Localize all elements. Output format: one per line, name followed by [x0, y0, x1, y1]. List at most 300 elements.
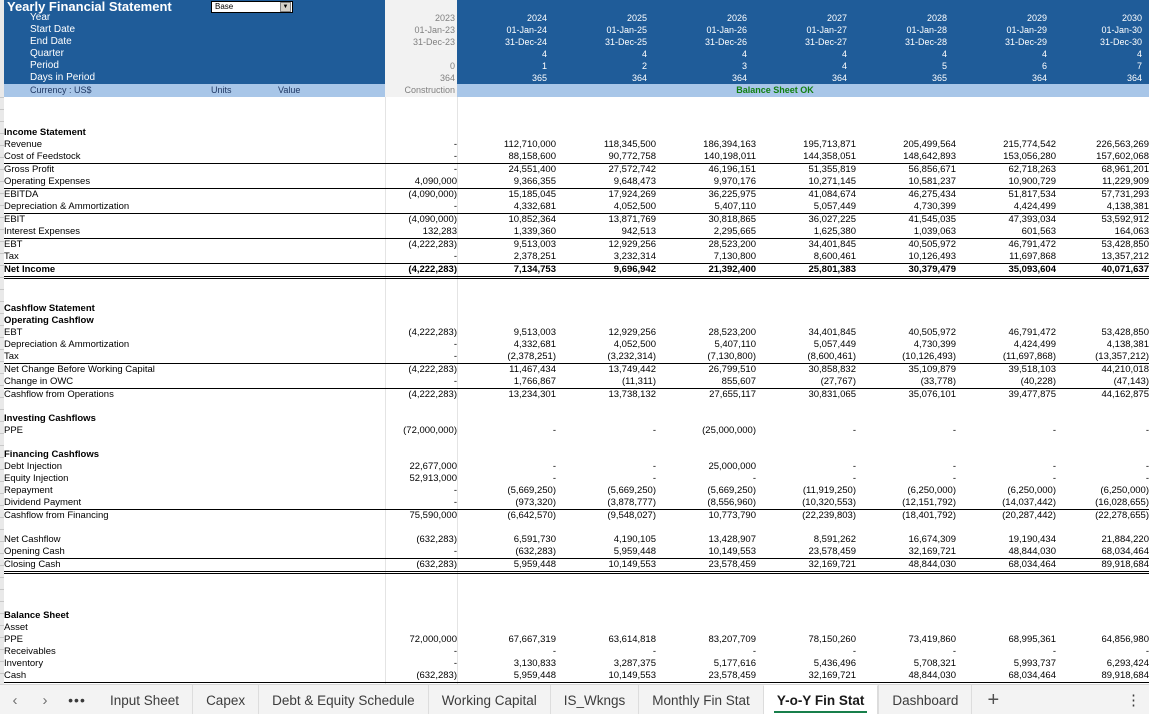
sheet-tab-is-wkngs[interactable]: IS_Wkngs: [550, 685, 639, 714]
section-title-row: [4, 127, 1149, 139]
col-period-2028: 5: [941, 61, 947, 71]
value-label: Value: [278, 85, 301, 95]
table-row[interactable]: [4, 139, 1149, 151]
header-label-year: Year: [30, 12, 51, 23]
sheet-tab-working-capital[interactable]: Working Capital: [428, 685, 550, 714]
col-year-2030: 2030: [1121, 13, 1142, 23]
col-end-2028: 31-Dec-28: [904, 37, 947, 47]
cell-value: 13,749,442: [608, 364, 656, 375]
col-end-2026: 31-Dec-26: [704, 37, 747, 47]
header-label-quarter: Quarter: [30, 48, 64, 59]
table-row[interactable]: [4, 339, 1149, 351]
cell-value: (20,287,442): [1002, 510, 1056, 521]
cell-value: (6,250,000): [1100, 485, 1149, 496]
cell-value: (14,037,442): [956, 497, 1056, 510]
cell-value: (8,600,461): [756, 351, 856, 364]
cell-value: -: [652, 461, 656, 472]
cell-value: 32,169,721: [756, 559, 856, 573]
cell-value: 164,063: [1056, 226, 1149, 239]
cell-value: 21,884,220: [1101, 534, 1149, 545]
col-days-2029: 364: [1031, 73, 1047, 83]
cell-value: 53,592,912: [1101, 214, 1149, 225]
spacer-row: [4, 401, 1149, 413]
table-row[interactable]: [4, 534, 1149, 546]
cell-value: -: [453, 658, 457, 669]
cell-value: 5,407,110: [656, 201, 756, 214]
cell-value: (18,401,792): [902, 510, 956, 521]
cell-value: (11,311): [556, 376, 656, 389]
cell-value: 855,607: [656, 376, 756, 389]
cell-value: 11,467,434: [509, 364, 556, 375]
cell-value: (5,669,250): [707, 485, 756, 496]
col-quarter-2026: 4: [741, 49, 747, 59]
cell-value: 5,993,737: [1013, 658, 1056, 669]
cell-value: 13,428,907: [708, 534, 756, 545]
cell-value: 13,234,301: [508, 389, 556, 400]
sheet-tab-capex[interactable]: Capex: [192, 685, 258, 714]
cell-value: 140,198,011: [656, 151, 756, 164]
construction-end-date: 31-Dec-23: [412, 37, 455, 47]
cell-value: 53,428,850: [1101, 239, 1149, 250]
header-label-start-date: Start Date: [30, 24, 76, 35]
spacer-row: [4, 598, 1149, 610]
cell-value: 32,169,721: [756, 670, 856, 683]
cell-value: -: [1052, 473, 1056, 484]
cell-value: 48,844,030: [856, 670, 956, 683]
cell-value: 17,924,269: [608, 189, 656, 200]
cell-value: -: [952, 473, 956, 484]
cell-value: 12,929,256: [608, 239, 656, 250]
cell-value: 10,581,237: [856, 176, 956, 189]
cell-value: 53,428,850: [1101, 327, 1149, 338]
spacer-row: [4, 522, 1149, 534]
cell-value: 13,357,212: [1056, 251, 1149, 264]
row-label: EBITDA: [4, 189, 39, 200]
row-label: Dividend Payment: [4, 497, 385, 510]
chevron-down-icon[interactable]: ▼: [280, 2, 291, 12]
row-label: Net Change Before Working Capital: [4, 364, 155, 375]
col-quarter-2029: 4: [1041, 49, 1047, 59]
construction-label: Construction: [385, 84, 457, 97]
table-row[interactable]: [4, 461, 1149, 473]
table-row[interactable]: [4, 646, 1149, 658]
cell-value: 186,394,163: [703, 139, 756, 150]
cell-value: 4,332,681: [457, 201, 556, 214]
col-end-2027: 31-Dec-27: [804, 37, 847, 47]
spacer-row: [4, 437, 1149, 449]
scenario-dropdown-value: Base: [215, 2, 234, 11]
row-label: PPE: [4, 425, 24, 436]
cell-value: 28,523,200: [708, 327, 756, 338]
cell-value: 3,232,314: [556, 251, 656, 264]
col-quarter-2024: 4: [541, 49, 547, 59]
cell-value: 89,918,684: [1056, 670, 1149, 683]
cell-value: -: [453, 339, 457, 350]
cell-value: -: [852, 646, 856, 657]
cell-value: 10,126,493: [856, 251, 956, 264]
cell-value: -: [385, 201, 457, 214]
col-year-2028: 2028: [926, 13, 947, 23]
cell-value: -: [1052, 646, 1056, 657]
table-row[interactable]: [4, 164, 1149, 177]
cell-value: 215,774,542: [1003, 139, 1056, 150]
cell-value: 12,929,256: [608, 327, 656, 338]
cell-value: 24,551,400: [508, 164, 556, 175]
cell-value: 5,407,110: [714, 339, 756, 350]
section-title-row: [4, 610, 1149, 622]
cell-value: 2,378,251: [457, 251, 556, 264]
cell-value: 5,959,448: [556, 546, 656, 559]
table-row[interactable]: [4, 376, 1149, 389]
cell-value: (4,222,283): [408, 239, 457, 250]
cell-value: (4,222,283): [408, 389, 457, 400]
cell-value: -: [952, 461, 956, 472]
cell-value: 10,149,553: [556, 670, 656, 683]
spacer-row: [4, 278, 1149, 292]
row-label: Receivables: [4, 646, 56, 657]
cell-value: (11,919,250): [802, 485, 856, 496]
prev-sheet-arrow-icon[interactable]: ‹: [12, 691, 18, 709]
cell-value: 16,674,309: [908, 534, 956, 545]
units-label: Units: [211, 85, 232, 95]
cell-value: 63,614,818: [608, 634, 656, 645]
cell-value: -: [652, 473, 656, 484]
all-sheets-icon[interactable]: •••: [68, 692, 86, 708]
table-row[interactable]: [4, 239, 1149, 252]
cell-value: 56,856,671: [908, 164, 956, 175]
more-options-icon[interactable]: ⋮: [1126, 692, 1141, 709]
cell-value: (11,697,868): [956, 351, 1056, 364]
cell-value: 30,858,832: [808, 364, 856, 375]
next-sheet-arrow-icon[interactable]: ›: [42, 691, 48, 709]
cell-value: (10,126,493): [856, 351, 956, 364]
cell-value: 39,477,875: [1008, 389, 1056, 400]
table-row[interactable]: [4, 251, 1149, 264]
cell-value: (72,000,000): [403, 425, 457, 436]
cell-value: 30,818,865: [708, 214, 756, 225]
header-label-end-date: End Date: [30, 36, 72, 47]
cell-value: -: [852, 461, 856, 472]
cell-value: -: [752, 646, 756, 657]
cell-value: -: [552, 461, 556, 472]
financing-cashflow-title: Financing Cashflows: [4, 449, 100, 460]
cell-value: 2,295,665: [656, 226, 756, 239]
col-year-2026: 2026: [726, 13, 747, 23]
cell-value: 46,791,472: [1008, 327, 1056, 338]
subsection-title-row: [4, 315, 1149, 327]
cell-value: 57,731,293: [1101, 189, 1149, 200]
cell-value: 112,710,000: [503, 139, 556, 150]
cell-value: 62,718,263: [1008, 164, 1056, 175]
sheet-tab-dashboard[interactable]: Dashboard: [878, 685, 971, 714]
row-label: Equity Injection: [4, 473, 69, 484]
cell-value: 132,283: [385, 226, 457, 239]
construction-period: 0: [449, 61, 455, 71]
cell-value: 36,225,975: [708, 189, 756, 200]
row-label: Operating Expenses: [4, 176, 385, 189]
cell-value: (632,283): [457, 546, 556, 559]
spacer-row: [4, 573, 1149, 587]
cell-value: (2,378,251): [457, 351, 556, 364]
cell-value: (47,143): [1056, 376, 1149, 389]
cell-value: 64,856,980: [1101, 634, 1149, 645]
col-start-2030: 01-Jan-30: [1101, 25, 1142, 35]
col-start-2027: 01-Jan-27: [806, 25, 847, 35]
cell-value: 4,190,105: [613, 534, 656, 545]
cell-value: 1,339,360: [457, 226, 556, 239]
header-label-days: Days in Period: [30, 72, 96, 83]
row-label: Debt Injection: [4, 461, 63, 472]
cell-value: -: [453, 139, 457, 150]
cell-value: -: [385, 546, 457, 559]
cell-value: (6,250,000): [907, 485, 956, 496]
table-row[interactable]: [4, 327, 1149, 339]
col-period-2030: 7: [1136, 61, 1142, 71]
cell-value: (7,130,800): [656, 351, 756, 364]
table-row[interactable]: [4, 546, 1149, 559]
cell-value: (9,548,027): [607, 510, 656, 521]
col-days-2027: 364: [831, 73, 847, 83]
cell-value: -: [852, 473, 856, 484]
cell-value: 144,358,051: [756, 151, 856, 164]
spacer-row: [4, 291, 1149, 303]
row-label: Repayment: [4, 485, 53, 496]
cell-value: 601,563: [956, 226, 1056, 239]
header-label-period: Period: [30, 60, 59, 71]
row-label: Gross Profit: [4, 164, 55, 175]
row-label: Cost of Feedstock: [4, 151, 385, 164]
cell-value: 48,844,030: [956, 546, 1056, 559]
cell-value: -: [552, 646, 556, 657]
col-year-2027: 2027: [826, 13, 847, 23]
currency-strip: [0, 84, 1149, 97]
cell-value: 4,138,381: [1106, 339, 1149, 350]
cell-value: 46,196,151: [708, 164, 756, 175]
col-period-2027: 4: [841, 61, 847, 71]
cell-value: (8,556,960): [656, 497, 756, 510]
table-row[interactable]: [4, 497, 1149, 510]
cell-value: -: [453, 485, 457, 496]
cell-value: 68,034,464: [1056, 546, 1149, 559]
cell-value: 5,057,449: [813, 339, 856, 350]
cell-value: (973,320): [457, 497, 556, 510]
cell-value: -: [453, 646, 457, 657]
col-days-2030: 364: [1126, 73, 1142, 83]
spacer-row: [4, 586, 1149, 598]
financial-table: [4, 97, 1149, 695]
cell-value: 30,831,065: [808, 389, 856, 400]
cell-value: -: [1145, 646, 1149, 657]
cell-value: -: [385, 376, 457, 389]
cell-value: 6,293,424: [1106, 658, 1149, 669]
cell-value: 5,057,449: [756, 201, 856, 214]
cell-value: 52,913,000: [409, 473, 457, 484]
cell-value: 27,572,742: [608, 164, 656, 175]
sheet-tab-input-sheet[interactable]: Input Sheet: [94, 685, 192, 714]
cell-value: 10,271,145: [756, 176, 856, 189]
cell-value: 35,109,879: [908, 364, 956, 375]
cell-value: 23,578,459: [656, 559, 756, 573]
sheet-tab-yoy-fin-stat[interactable]: Y-o-Y Fin Stat: [763, 685, 879, 714]
cell-value: 5,177,616: [713, 658, 756, 669]
cell-value: 942,513: [556, 226, 656, 239]
investing-cashflow-title: Investing Cashflows: [4, 413, 96, 424]
cell-value: 4,424,499: [1013, 339, 1056, 350]
cell-value: 4,052,500: [613, 339, 656, 350]
row-label: Cash: [4, 670, 385, 683]
table-row[interactable]: [4, 189, 1149, 202]
cell-value: 35,076,101: [908, 389, 956, 400]
cell-value: -: [385, 151, 457, 164]
table-row-total[interactable]: [4, 264, 1149, 278]
cell-value: -: [952, 646, 956, 657]
subsection-title-row: [4, 413, 1149, 425]
table-row[interactable]: [4, 201, 1149, 214]
cell-value: 67,667,319: [508, 634, 556, 645]
cell-value: -: [1145, 473, 1149, 484]
cell-value: 9,513,003: [513, 239, 556, 250]
cell-value: 11,697,868: [956, 251, 1056, 264]
table-row[interactable]: [4, 351, 1149, 364]
cell-value: (4,222,283): [408, 327, 457, 338]
row-label: Revenue: [4, 139, 43, 150]
cell-value: (4,222,283): [408, 364, 457, 375]
subsection-title-row: [4, 449, 1149, 461]
col-period-2025: 2: [641, 61, 647, 71]
col-end-2029: 31-Dec-29: [1004, 37, 1047, 47]
table-row[interactable]: [4, 634, 1149, 646]
cell-value: 4,332,681: [513, 339, 556, 350]
col-start-2028: 01-Jan-28: [906, 25, 947, 35]
table-row-total[interactable]: [4, 559, 1149, 573]
cell-value: 68,034,464: [956, 670, 1056, 683]
table-row[interactable]: [4, 658, 1149, 670]
cell-value: -: [385, 251, 457, 264]
table-row[interactable]: [4, 473, 1149, 485]
cell-value: 4,424,499: [956, 201, 1056, 214]
cell-value: 5,959,448: [457, 559, 556, 573]
col-period-2026: 3: [741, 61, 747, 71]
row-label: Tax: [4, 251, 385, 264]
construction-start-date: 01-Jan-23: [414, 25, 455, 35]
table-row[interactable]: [4, 425, 1149, 437]
cell-value: 40,505,972: [908, 327, 956, 338]
cell-value: -: [1052, 461, 1056, 472]
cell-value: 13,871,769: [608, 214, 656, 225]
col-year-2025: 2025: [626, 13, 647, 23]
cell-value: (22,239,803): [802, 510, 856, 521]
cell-value: 10,149,553: [656, 546, 756, 559]
table-row[interactable]: [4, 485, 1149, 497]
asset-title: Asset: [4, 622, 28, 633]
cell-value: (5,669,250): [507, 485, 556, 496]
table-row[interactable]: [4, 364, 1149, 377]
cell-value: -: [1145, 461, 1149, 472]
cell-value: 44,162,875: [1101, 389, 1149, 400]
cell-value: 5,959,448: [457, 670, 556, 683]
cell-value: 34,401,845: [808, 327, 856, 338]
cell-value: 148,642,893: [856, 151, 956, 164]
sheet-body: [0, 97, 1149, 684]
spacer-row: [4, 97, 1149, 109]
col-end-2030: 31-Dec-30: [1099, 37, 1142, 47]
cell-value: 1,766,867: [457, 376, 556, 389]
row-label: PPE: [4, 634, 24, 645]
cell-value: 34,401,845: [808, 239, 856, 250]
sheet-tab-monthly-fin-stat[interactable]: Monthly Fin Stat: [638, 685, 763, 714]
spacer-row: [4, 109, 1149, 121]
cell-value: (5,669,250): [607, 485, 656, 496]
cell-value: 10,852,364: [508, 214, 556, 225]
col-end-2024: 31-Dec-24: [504, 37, 547, 47]
cell-value: 9,513,003: [513, 327, 556, 338]
col-start-2025: 01-Jan-25: [606, 25, 647, 35]
cell-value: (22,278,655): [1095, 510, 1149, 521]
col-start-2029: 01-Jan-29: [1006, 25, 1047, 35]
cell-value: 39,518,103: [1008, 364, 1056, 375]
cell-value: -: [1052, 425, 1056, 436]
cell-value: (4,222,283): [385, 264, 457, 278]
cell-value: 118,345,500: [603, 139, 656, 150]
col-period-2029: 6: [1041, 61, 1047, 71]
cell-value: -: [652, 646, 656, 657]
cell-value: -: [552, 425, 556, 436]
table-row[interactable]: [4, 214, 1149, 227]
row-label: Cashflow from Operations: [4, 389, 114, 400]
col-year-2024: 2024: [526, 13, 547, 23]
cell-value: 26,799,510: [708, 364, 756, 375]
col-start-2026: 01-Jan-26: [706, 25, 747, 35]
cell-value: 68,995,361: [1008, 634, 1056, 645]
cell-value: (4,090,000): [408, 214, 457, 225]
cell-value: (25,000,000): [702, 425, 756, 436]
cell-value: (3,878,777): [556, 497, 656, 510]
cell-value: (632,283): [385, 670, 457, 683]
cell-value: 23,578,459: [656, 670, 756, 683]
table-row[interactable]: [4, 510, 1149, 523]
table-row[interactable]: [4, 226, 1149, 239]
cell-value: 195,713,871: [803, 139, 856, 150]
table-row[interactable]: [4, 389, 1149, 402]
sheet-tab-bar: [0, 684, 1149, 714]
cell-value: 5,708,321: [913, 658, 956, 669]
col-start-2024: 01-Jan-24: [506, 25, 547, 35]
row-label: Inventory: [4, 658, 44, 669]
table-row[interactable]: [4, 151, 1149, 164]
row-label: EBT: [4, 327, 23, 338]
row-label: Net Income: [4, 264, 385, 278]
balance-sheet-title: Balance Sheet: [4, 610, 69, 621]
cell-value: 83,207,709: [708, 634, 756, 645]
cell-value: 3,130,833: [513, 658, 556, 669]
cell-value: 157,602,068: [1056, 151, 1149, 164]
col-quarter-2028: 4: [941, 49, 947, 59]
table-row[interactable]: [4, 670, 1149, 683]
cell-value: 73,419,860: [908, 634, 956, 645]
cell-value: 15,185,045: [508, 189, 556, 200]
cell-value: 205,499,564: [903, 139, 956, 150]
sheet-header: [0, 0, 1149, 84]
cell-value: 1,625,380: [756, 226, 856, 239]
row-label: EBIT: [4, 214, 26, 225]
table-row[interactable]: [4, 176, 1149, 189]
sheet-tab-debt-equity-schedule[interactable]: Debt & Equity Schedule: [258, 685, 428, 714]
row-label: Depreciation & Ammortization: [4, 339, 130, 350]
cell-value: 10,900,729: [956, 176, 1056, 189]
cell-value: 36,027,225: [808, 214, 856, 225]
add-sheet-icon[interactable]: +: [971, 685, 1014, 714]
cell-value: (632,283): [385, 559, 457, 573]
